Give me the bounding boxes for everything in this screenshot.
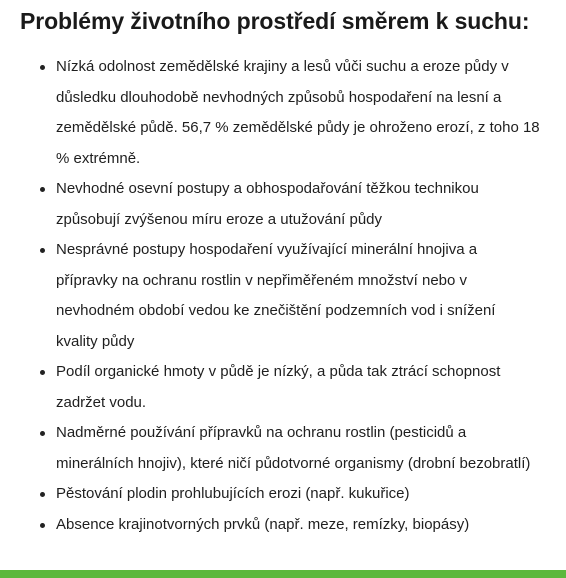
accent-bar — [0, 570, 566, 578]
bullet-icon — [40, 65, 45, 70]
list-item — [36, 479, 541, 510]
bullet-icon — [40, 431, 45, 436]
list-item-text: Nevhodné osevní postupy a obhospodařování těžkou technikou způsobují zvýšenou míru eroze a utužování půdy — [56, 180, 479, 228]
list-item-text: Podíl organické hmoty v půdě je nízký, a půda tak ztrácí schopnost zadržet vodu. — [56, 363, 501, 411]
list-item-text: Nesprávné postupy hospodaření využívající minerální hnojiva a přípravky na ochranu rostlin v nepřiměřeném množství nebo v nevhodném období vedou ke znečištění podzemních vod i snížení kvality půdy — [56, 241, 496, 350]
bullet-icon — [40, 187, 45, 192]
page-title: Problémy životního prostředí směrem k suchu: — [20, 8, 530, 34]
list-item — [36, 357, 541, 418]
list-item-text: Nadměrné používání přípravků na ochranu rostlin (pesticidů a minerálních hnojiv), které ničí půdotvorné organismy (drobní bezobratlí) — [56, 424, 531, 472]
bullet-icon — [40, 492, 45, 497]
list-item-text: Absence krajinotvorných prvků (např. meze, remízky, biopásy) — [56, 515, 470, 533]
list-item — [36, 510, 541, 541]
list-item-text: Pěstování plodin prohlubujících erozi (např. kukuřice) — [56, 485, 410, 502]
list-item — [36, 418, 541, 479]
list-item — [36, 235, 541, 357]
list-item — [36, 52, 541, 174]
bullet-icon — [40, 523, 45, 528]
list-item-text: Nízká odolnost zemědělské krajiny a lesů vůči suchu a eroze půdy v důsledku dlouhodobě nevhodných způsobů hospodaření na lesní a zemědělské půdě. 56,7 % zemědělské půdy je ohroženo erozí, z toho 18 % extrémně. — [56, 58, 540, 167]
bullet-list — [36, 52, 541, 540]
list-item — [36, 174, 541, 235]
bullet-icon — [40, 248, 45, 253]
bullet-icon — [40, 370, 45, 375]
